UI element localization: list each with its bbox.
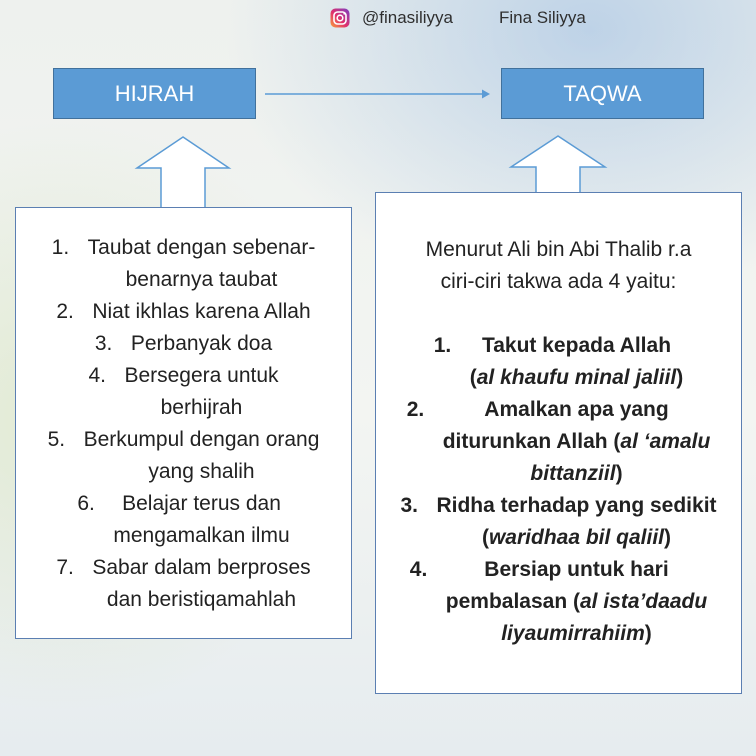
- step-text: [131, 328, 272, 360]
- trait-text: [446, 554, 707, 650]
- trait-text-line: (waridhaa bil qaliil): [481, 526, 672, 549]
- step-text-line: Sabar dalam berproses: [92, 556, 311, 579]
- step-text-line: benarnya taubat: [125, 268, 278, 291]
- hijrah-step-item: [16, 328, 351, 360]
- author-name: Fina Siliyya: [498, 8, 586, 27]
- hijrah-steps-list: [16, 232, 351, 616]
- trait-text-line: Takut kepada Allah: [481, 334, 672, 357]
- trait-number: 2.: [406, 398, 425, 421]
- taqwa-trait-item: [376, 490, 741, 554]
- taqwa-trait-item: [376, 394, 741, 490]
- step-text-line: Bersegera untuk: [124, 364, 279, 387]
- hijrah-up-arrow: [137, 137, 229, 208]
- step-text-line: Taubat dengan sebenar-: [87, 236, 316, 259]
- step-text: [92, 552, 310, 616]
- trait-text: [436, 490, 716, 554]
- taqwa-trait-item: [376, 330, 741, 394]
- step-text-line: Perbanyak doa: [130, 332, 273, 355]
- taqwa-traits-list: [376, 330, 741, 650]
- step-text: [88, 232, 316, 296]
- hijrah-step-item: [16, 232, 351, 296]
- hijrah-steps-panel: [15, 207, 352, 639]
- trait-text-line: bittanziil): [530, 462, 623, 485]
- taqwa-traits-panel: [375, 192, 742, 694]
- taqwa-title: TAQWA: [563, 80, 642, 106]
- taqwa-up-arrow: [511, 136, 605, 193]
- step-number: 4.: [88, 364, 106, 387]
- trait-text-line: diturunkan Allah (al ‘amalu: [442, 430, 711, 453]
- step-number: 5.: [47, 428, 66, 451]
- trait-number: 1.: [433, 334, 452, 357]
- step-text-line: Niat ikhlas karena Allah: [92, 300, 311, 323]
- taqwa-intro-line: Menurut Ali bin Abi Thalib r.a: [425, 238, 692, 261]
- step-text: [92, 296, 310, 328]
- step-text: [84, 424, 320, 488]
- instagram-handle: @finasiliyya: [362, 8, 453, 27]
- step-text-line: Berkumpul dengan orang: [83, 428, 320, 451]
- hijrah-step-item: [16, 552, 351, 616]
- trait-text-line: Amalkan apa yang: [484, 398, 669, 421]
- taqwa-intro-line: ciri-ciri takwa ada 4 yaitu:: [440, 270, 677, 293]
- trait-text-line: Ridha terhadap yang sedikit: [436, 494, 717, 517]
- step-text-line: berhijrah: [160, 396, 243, 419]
- step-text: [113, 488, 289, 552]
- step-text: [124, 360, 278, 424]
- step-number: 3.: [94, 332, 113, 355]
- trait-text-line: liyaumirrahiim): [501, 622, 652, 645]
- trait-text-line: (al khaufu minal jaliil): [469, 366, 684, 389]
- hijrah-step-item: [16, 360, 351, 424]
- step-text-line: mengamalkan ilmu: [113, 524, 290, 547]
- step-number: 1.: [51, 236, 70, 259]
- hijrah-title: HIJRAH: [114, 80, 195, 106]
- step-text-line: dan beristiqamahlah: [106, 588, 297, 611]
- trait-number: 4.: [409, 558, 428, 581]
- hijrah-step-item: [16, 296, 351, 328]
- trait-text: [470, 330, 684, 394]
- hijrah-to-taqwa-arrow-head: [482, 90, 490, 99]
- trait-number: 3.: [400, 494, 418, 517]
- trait-text-line: Bersiap untuk hari: [484, 558, 669, 581]
- trait-text-line: pembalasan (al ista’daadu: [445, 590, 708, 613]
- hijrah-step-item: [16, 424, 351, 488]
- step-number: 2.: [56, 300, 74, 323]
- trait-text: [443, 394, 711, 490]
- taqwa-intro: [376, 234, 741, 298]
- step-text-line: Belajar terus dan: [122, 492, 281, 515]
- step-number: 7.: [56, 556, 74, 579]
- taqwa-trait-item: [376, 554, 741, 650]
- step-text-line: yang shalih: [148, 460, 255, 483]
- hijrah-step-item: [16, 488, 351, 552]
- step-number: 6.: [77, 492, 95, 515]
